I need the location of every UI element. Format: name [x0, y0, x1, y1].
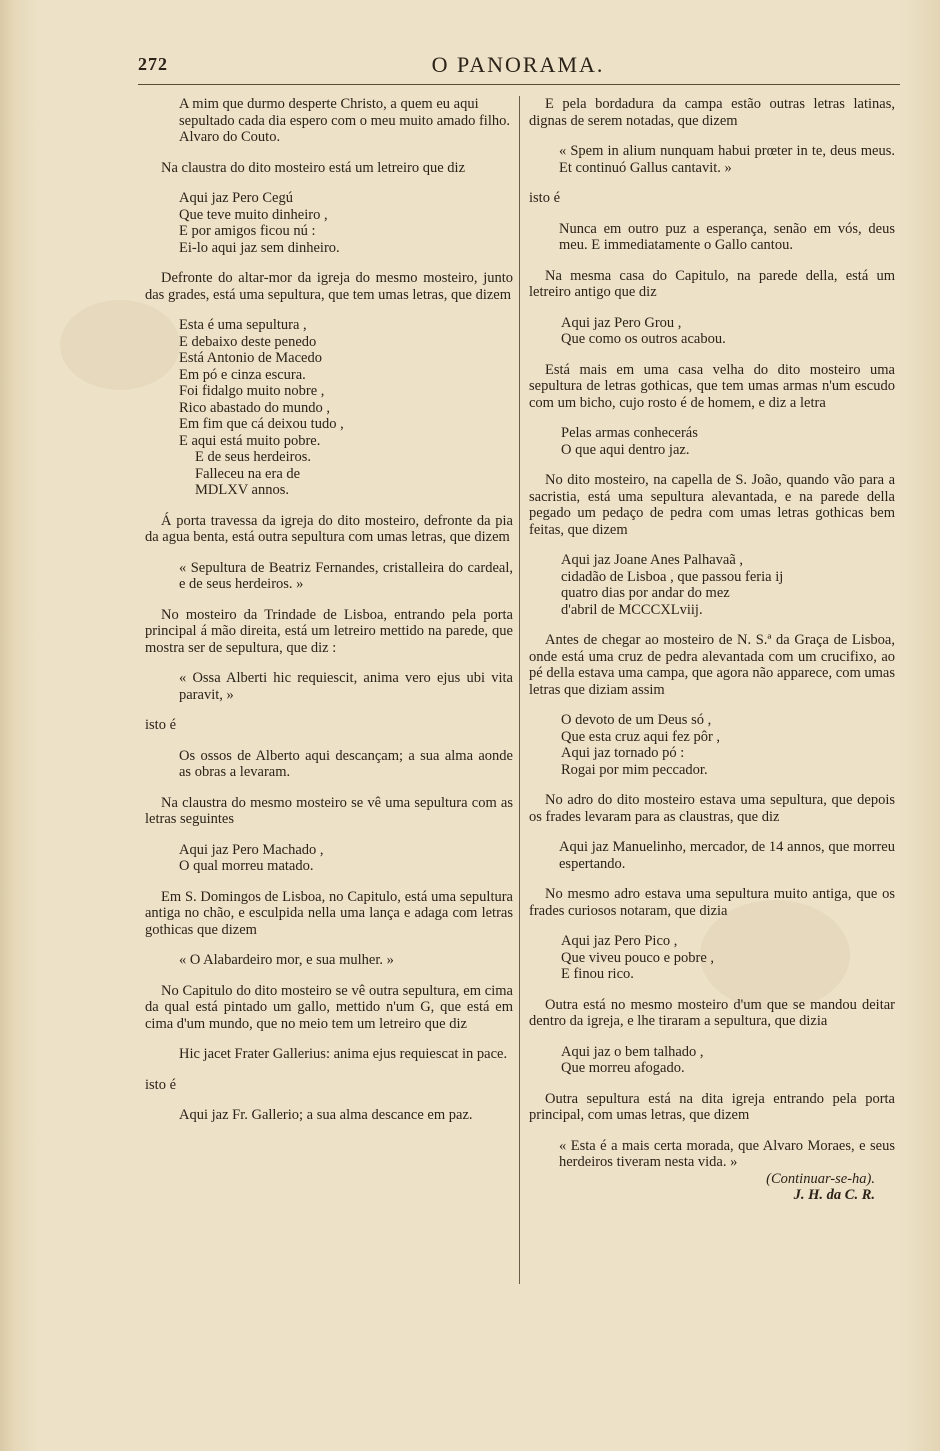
inscription-quote: « Spem in alium nunquam habui prœter in te, deus meus. Et continuó Gallus cantavit. » — [559, 143, 895, 176]
inscription-quote: Aqui jaz Manuelinho, mercador, de 14 annos, que morreu espertando. — [559, 839, 895, 872]
paragraph: Na claustra do dito mosteiro está um letreiro que diz — [161, 159, 466, 176]
inscription-quote: « O Alabardeiro mor, e sua mulher. » — [179, 952, 394, 968]
page-number: 272 — [138, 54, 168, 74]
verse-line: Falleceu na era de — [195, 465, 301, 482]
verse-line: O qual morreu matado. — [179, 858, 314, 874]
verse-line: Aqui jaz tornado pó : — [561, 745, 685, 761]
inscription-verse — [561, 933, 895, 983]
verse-line: Rico abastado do mundo , — [179, 399, 331, 416]
verse-line: Aqui jaz Pero Pico , — [561, 933, 678, 949]
verse-line: Que como os outros acabou. — [561, 331, 726, 347]
verse-line: Em fim que cá deixou tudo , — [179, 416, 344, 432]
paragraph: Á porta travessa da igreja do dito mosteiro, defronte da pia da agua benta, está outra sepultura com umas letras, que dizem — [145, 512, 513, 545]
left-column — [145, 96, 513, 1138]
verse-line: quatro dias por andar do mez — [561, 585, 730, 601]
verse-line: Rogai por mim peccador. — [561, 761, 708, 778]
paragraph: E pela bordadura da campa estão outras letras latinas, dignas de serem notadas, que dizem — [529, 96, 895, 129]
verse-line: Que viveu pouco e pobre , — [561, 949, 715, 966]
page-header — [138, 52, 898, 82]
paragraph: Em S. Domingos de Lisboa, no Capitulo, está uma sepultura antiga no chão, e esculpida nella uma lança e adaga com letras gothicas que dizem — [145, 888, 513, 938]
verse-line: Aqui jaz Joane Anes Palhavaã , — [561, 552, 744, 568]
inscription-verse — [179, 190, 513, 256]
inscription-verse — [561, 315, 895, 348]
paragraph: Outra sepultura está na dita igreja entrando pela porta principal, com umas letras, que dizem — [529, 1090, 895, 1123]
inscription-verse — [561, 712, 895, 778]
inscription-verse — [561, 1044, 895, 1077]
running-title: O PANORAMA. — [431, 52, 605, 77]
header-rule — [138, 84, 900, 85]
inscription-verse — [561, 552, 895, 618]
inscription-quote: « Sepultura de Beatriz Fernandes, cristalleira do cardeal, e de seus herdeiros. » — [179, 559, 513, 592]
paragraph: No mosteiro da Trindade de Lisboa, entrando pela porta principal á mão direita, está um letreiro mettido na parede, que mostra ser de sepultura, que diz : — [145, 606, 513, 656]
verse-line: Aqui jaz o bem talhado , — [561, 1043, 704, 1060]
connector-text: isto é — [145, 1076, 177, 1093]
inscription-verse — [179, 317, 513, 499]
connector-text: isto é — [145, 717, 177, 733]
verse-line: Que teve muito dinheiro , — [179, 206, 328, 223]
continued-note: (Continuar-se-ha). — [766, 1170, 875, 1187]
paragraph: No dito mosteiro, na capella de S. João, quando vão para a sacristia, está uma sepultura alevantada, e na parede della pegado um pedaço de pedra com umas letras gothicas bem feitas, que dizem — [529, 472, 895, 538]
verse-line: Pelas armas conhecerás — [561, 425, 698, 441]
verse-line: O que aqui dentro jaz. — [561, 441, 690, 458]
connector-text: isto é — [529, 190, 561, 206]
verse-line: Aqui jaz Pero Grou , — [561, 314, 682, 331]
inscription-verse — [179, 842, 513, 875]
author-initials: J. H. da C. R. — [793, 1187, 875, 1203]
verse-line: Está Antonio de Macedo — [179, 350, 322, 366]
paragraph: Defronte do altar-mor da igreja do mesmo mosteiro, junto das grades, está uma sepultura, que tem umas letras, que dizem — [145, 270, 513, 303]
verse-line: O devoto de um Deus só , — [561, 712, 712, 728]
inscription-quote: « Esta é a mais certa morada, que Alvaro Moraes, e seus herdeiros tiveram nesta vida. » — [559, 1137, 895, 1170]
verse-line: Em pó e cinza escura. — [179, 366, 306, 383]
inscription-quote: Aqui jaz Fr. Gallerio; a sua alma descance em paz. — [179, 1107, 473, 1123]
verse-line: Que esta cruz aqui fez pôr , — [561, 728, 721, 745]
verse-line: E aqui está muito pobre. — [179, 432, 321, 449]
inscription-verse — [179, 96, 513, 146]
verse-line: Esta é uma sepultura , — [179, 317, 307, 333]
verse-line: E por amigos ficou nú : — [179, 223, 316, 239]
paragraph: Na claustra do mesmo mosteiro se vê uma sepultura com as letras seguintes — [145, 794, 513, 827]
verse-line: cidadão de Lisboa , que passou feria ij — [561, 568, 784, 585]
verse-line: Aqui jaz Pero Machado , — [179, 841, 324, 858]
paragraph: Na mesma casa do Capitulo, na parede della, está um letreiro antigo que diz — [529, 267, 895, 300]
inscription-quote: Os ossos de Alberto aqui descançam; a sua alma aonde as obras a levaram. — [179, 747, 513, 780]
inscription-quote: Hic jacet Frater Gallerius: anima ejus requiescat in pace. — [179, 1046, 508, 1062]
verse-line: A mim que durmo desperte Christo, a quem eu aqui sepultado cada dia espero com o meu muito amado filho. Alvaro do Couto. — [179, 96, 510, 145]
right-column — [529, 96, 895, 1204]
inscription-quote: Nunca em outro puz a esperança, senão em vós, deus meu. E immediatamente o Gallo cantou. — [559, 220, 895, 253]
verse-line: Que morreu afogado. — [561, 1060, 685, 1076]
verse-line: Foi fidalgo muito nobre , — [179, 383, 325, 399]
paragraph: Outra está no mesmo mosteiro d'um que se mandou deitar dentro da igreja, e lhe tiraram a sepultura, que dizia — [529, 996, 895, 1029]
verse-line: Ei-lo aqui jaz sem dinheiro. — [179, 239, 340, 256]
verse-line: MDLXV annos. — [195, 482, 289, 498]
verse-line: E debaixo deste penedo — [179, 333, 317, 350]
paragraph: No mesmo adro estava uma sepultura muito antiga, que os frades curiosos notaram, que dizia — [529, 886, 895, 919]
paragraph: No adro do dito mosteiro estava uma sepultura, que depois os frades levaram para as claustras, que diz — [529, 792, 895, 825]
verse-line: E finou rico. — [561, 966, 634, 982]
paragraph: Antes de chegar ao mosteiro de N. S.ª da Graça de Lisboa, onde está uma cruz de pedra alevantada com um crucifixo, ao pé della estava uma campa, que agora não apparece, com umas letras que diziam assim — [529, 632, 895, 698]
column-divider — [519, 96, 520, 1284]
verse-line: E de seus herdeiros. — [195, 449, 311, 465]
paragraph: Está mais em uma casa velha do dito mosteiro uma sepultura de letras gothicas, que tem umas armas n'um escudo com um bicho, cujo rosto é de homem, e diz a letra — [529, 361, 895, 411]
paragraph: No Capitulo do dito mosteiro se vê outra sepultura, em cima da qual está pintado um gallo, mettido n'um G, que está em cima d'um mundo, que no meio tem um letreiro que diz — [145, 982, 513, 1032]
inscription-quote: « Ossa Alberti hic requiescit, anima vero ejus ubi vita paravit, » — [179, 670, 513, 703]
inscription-verse — [561, 425, 895, 458]
verse-line: Aqui jaz Pero Cegú — [179, 190, 293, 206]
verse-line: d'abril de MCCCXLviij. — [561, 601, 703, 618]
